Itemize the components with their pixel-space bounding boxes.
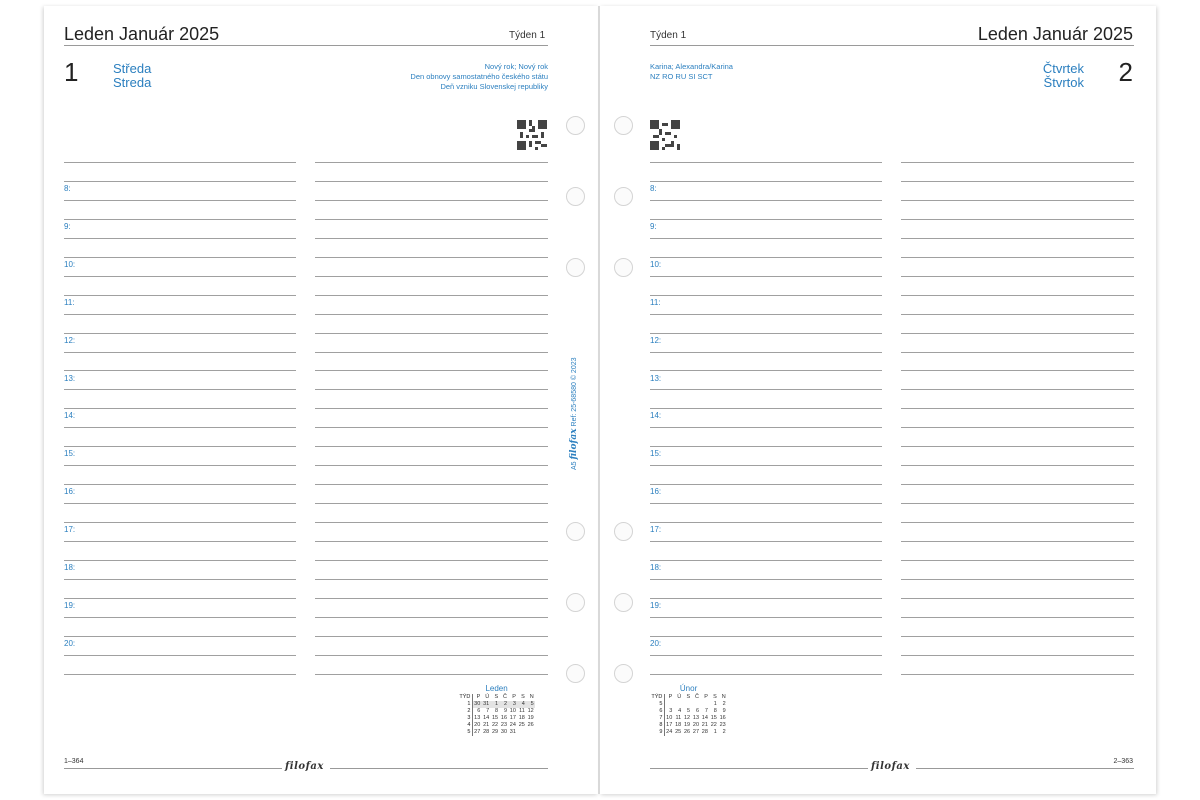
right-ruled-line: [901, 200, 1134, 201]
right-ruled-line: [901, 370, 1134, 371]
calendar-header-cell: N: [721, 694, 726, 700]
calendar-day-cell: 18: [518, 715, 525, 721]
left-ruled-line: [315, 598, 548, 599]
calendar-day-cell: 23: [500, 722, 508, 728]
right-qr-code: [650, 120, 680, 150]
right-header-rule: [650, 45, 1134, 46]
calendar-day-cell: 2: [722, 729, 726, 735]
calendar-header-cell: TÝD: [651, 694, 663, 700]
right-ruled-line: [901, 560, 1134, 561]
right-ruled-line: [650, 579, 882, 580]
calendar-day-cell: [692, 701, 701, 708]
calendar-day-cell: 13: [474, 715, 481, 721]
calendar-week-number: 3: [458, 715, 472, 722]
right-ruled-line: [650, 389, 882, 390]
right-hour-label: 15:: [650, 449, 662, 458]
left-hour-label: 17:: [64, 525, 76, 534]
left-month-title: Leden Január 2025: [64, 24, 220, 44]
reference-code: Ref: 25-68580 © 2023: [571, 357, 578, 427]
right-ruled-line: [901, 181, 1134, 182]
right-ruled-line: [650, 541, 882, 542]
right-ruled-line: [650, 484, 882, 485]
calendar-week-row: [650, 708, 727, 715]
left-hour-label: 15:: [64, 449, 76, 458]
calendar-day-cell: 1: [713, 729, 717, 735]
left-ruled-line: [64, 541, 296, 542]
right-hour-label: 10:: [650, 260, 662, 269]
calendar-day-cell: 20: [474, 722, 481, 728]
left-ruled-line: [64, 617, 296, 618]
right-ruled-line: [650, 295, 882, 296]
calendar-day-cell: [664, 701, 673, 708]
calendar-header-cell: Ú: [485, 694, 490, 700]
right-ruled-line: [650, 598, 882, 599]
left-ruled-line: [315, 352, 548, 353]
calendar-day-cell: 20: [692, 722, 700, 728]
calendar-day-cell: 8: [495, 708, 499, 714]
right-name-days: Karina; Alexandra/Karina: [650, 62, 733, 71]
left-day-number: 1: [64, 57, 79, 87]
calendar-week-row: [650, 722, 727, 729]
left-ruled-line: [315, 541, 548, 542]
calendar-day-cell: 30: [474, 701, 481, 707]
calendar-day-cell: 2: [500, 701, 509, 708]
right-footer-rule: [916, 768, 1134, 769]
right-ruled-line: [901, 522, 1134, 523]
left-brand-logo: filofax: [285, 761, 324, 772]
calendar-week-number: 5: [458, 729, 472, 736]
left-ruled-line: [315, 408, 548, 409]
left-ruled-line: [64, 446, 296, 447]
left-ruled-line: [64, 276, 296, 277]
left-page: [44, 6, 598, 794]
left-ruled-line: [64, 162, 296, 163]
right-ruled-line: [650, 219, 882, 220]
calendar-week-number: 6: [650, 708, 664, 715]
left-ruled-line: [315, 181, 548, 182]
calendar-day-cell: 11: [675, 715, 682, 721]
left-ruled-line: [315, 522, 548, 523]
calendar-header-cell: N: [529, 694, 534, 700]
right-page: [600, 6, 1156, 794]
right-ruled-line: [650, 200, 882, 201]
left-ruled-line: [64, 522, 296, 523]
right-hour-label: 19:: [650, 601, 662, 610]
left-holiday-1: Nový rok; Nový rok: [484, 62, 548, 71]
left-ruled-line: [64, 427, 296, 428]
right-month-title: Leden Január 2025: [977, 24, 1133, 44]
calendar-day-cell: 21: [483, 722, 490, 728]
right-ruled-line: [901, 579, 1134, 580]
calendar-day-cell: 10: [666, 715, 673, 721]
calendar-day-cell: 24: [509, 722, 516, 728]
calendar-week-row: [650, 729, 727, 736]
calendar-day-cell: 1: [713, 701, 717, 707]
right-ruled-line: [650, 522, 882, 523]
calendar-week-row: [458, 722, 535, 729]
right-ruled-line: [901, 465, 1134, 466]
right-hour-label: 14:: [650, 411, 662, 420]
left-hour-label: 13:: [64, 374, 76, 383]
calendar-day-cell: 11: [519, 708, 525, 714]
binder-hole: [614, 522, 633, 541]
calendar-day-cell: 10: [509, 708, 516, 714]
binder-hole: [614, 116, 633, 135]
calendar-day-cell: 28: [483, 729, 490, 735]
calendar-day-cell: 9: [722, 708, 726, 714]
right-hour-label: 18:: [650, 563, 662, 572]
calendar-day-cell: 29: [491, 729, 499, 735]
right-ruled-line: [650, 560, 882, 561]
calendar-day-cell: 25: [518, 722, 525, 728]
right-hour-label: 8:: [650, 184, 657, 193]
reference-brand: filofax: [569, 428, 579, 460]
calendar-day-cell: 22: [710, 722, 717, 728]
left-ruled-line: [64, 465, 296, 466]
mini-calendar-table: [650, 694, 727, 736]
calendar-day-cell: 18: [675, 722, 682, 728]
right-hour-label: 13:: [650, 374, 662, 383]
calendar-day-cell: 26: [527, 722, 534, 728]
calendar-header-cell: P: [512, 694, 516, 700]
calendar-header-cell: P: [476, 694, 481, 700]
right-ruled-line: [901, 503, 1134, 504]
left-ruled-line: [315, 617, 548, 618]
calendar-day-cell: 1: [491, 701, 500, 708]
calendar-day-cell: 7: [486, 708, 490, 714]
right-footer-rule: [650, 768, 868, 769]
calendar-day-cell: 3: [508, 701, 517, 708]
left-footer-rule: [64, 768, 282, 769]
binder-hole: [614, 258, 633, 277]
calendar-day-cell: 23: [719, 722, 726, 728]
right-ruled-line: [901, 333, 1134, 334]
calendar-header-cell: TÝD: [459, 694, 471, 700]
mini-calendar-unor: [650, 684, 727, 736]
left-ruled-line: [315, 276, 548, 277]
mini-calendar-table: [458, 694, 535, 736]
right-country-codes: NZ RO RU SI SCT: [650, 72, 713, 81]
left-footer-rule: [330, 768, 548, 769]
left-ruled-line: [315, 503, 548, 504]
calendar-day-cell: 5: [526, 701, 535, 708]
left-ruled-line: [64, 503, 296, 504]
left-hour-label: 20:: [64, 639, 76, 648]
right-hour-label: 16:: [650, 487, 662, 496]
reference-text: [569, 357, 579, 470]
left-ruled-line: [64, 655, 296, 656]
calendar-day-cell: [517, 729, 526, 736]
calendar-day-cell: 16: [500, 715, 508, 721]
calendar-day-cell: 26: [683, 729, 691, 735]
calendar-week-row: [650, 715, 727, 722]
right-ruled-line: [650, 181, 882, 182]
left-hour-label: 16:: [64, 487, 76, 496]
left-ruled-line: [64, 579, 296, 580]
calendar-day-cell: 15: [491, 715, 499, 721]
reference-size: A5: [571, 461, 578, 470]
right-ruled-line: [650, 314, 882, 315]
right-ruled-line: [901, 655, 1134, 656]
right-ruled-line: [901, 484, 1134, 485]
binder-hole: [566, 522, 585, 541]
left-ruled-line: [64, 219, 296, 220]
binder-hole: [566, 187, 585, 206]
calendar-header-cell: P: [668, 694, 673, 700]
left-qr-code: [517, 120, 547, 150]
binder-hole: [566, 593, 585, 612]
right-ruled-line: [901, 314, 1134, 315]
calendar-day-cell: 9: [503, 708, 508, 714]
right-hour-label: 20:: [650, 639, 662, 648]
right-ruled-line: [901, 427, 1134, 428]
right-ruled-line: [901, 598, 1134, 599]
calendar-day-cell: 19: [683, 722, 691, 728]
right-ruled-line: [901, 541, 1134, 542]
calendar-day-cell: 12: [527, 708, 534, 714]
spine: [598, 6, 600, 794]
calendar-header-cell: P: [704, 694, 708, 700]
left-ruled-line: [64, 674, 296, 675]
right-ruled-line: [901, 352, 1134, 353]
left-holiday-3: Deň vzniku Slovenskej republiky: [440, 82, 548, 91]
calendar-week-row: [458, 715, 535, 722]
right-ruled-line: [650, 162, 882, 163]
left-ruled-line: [315, 655, 548, 656]
calendar-header-row: [650, 694, 727, 701]
calendar-day-cell: 17: [509, 715, 516, 721]
left-ruled-line: [64, 200, 296, 201]
left-ruled-line: [315, 219, 548, 220]
calendar-day-cell: 2: [722, 701, 726, 707]
calendar-header-cell: S: [494, 694, 499, 700]
left-hour-label: 12:: [64, 336, 76, 345]
right-ruled-line: [901, 238, 1134, 239]
left-hour-label: 19:: [64, 601, 76, 610]
calendar-day-cell: 8: [713, 708, 717, 714]
calendar-day-cell: 19: [527, 715, 534, 721]
calendar-day-cell: 13: [692, 715, 700, 721]
left-ruled-line: [315, 579, 548, 580]
calendar-day-cell: 7: [704, 708, 708, 714]
left-hour-label: 9:: [64, 222, 71, 231]
right-ruled-line: [650, 617, 882, 618]
left-ruled-line: [315, 314, 548, 315]
right-ruled-line: [650, 446, 882, 447]
calendar-week-number: 7: [650, 715, 664, 722]
calendar-day-cell: [526, 729, 535, 736]
calendar-day-cell: 4: [678, 708, 682, 714]
left-ruled-line: [64, 333, 296, 334]
right-ruled-line: [901, 617, 1134, 618]
right-ruled-line: [901, 162, 1134, 163]
left-ruled-line: [64, 238, 296, 239]
right-brand-logo: filofax: [871, 761, 910, 772]
left-ruled-line: [64, 181, 296, 182]
left-ruled-line: [64, 636, 296, 637]
left-ruled-line: [64, 257, 296, 258]
left-ruled-line: [64, 560, 296, 561]
calendar-header-cell: S: [713, 694, 717, 700]
calendar-day-cell: 25: [675, 729, 682, 735]
left-ruled-line: [315, 200, 548, 201]
right-ruled-line: [650, 465, 882, 466]
left-ruled-line: [64, 484, 296, 485]
calendar-header-cell: Č: [503, 694, 508, 700]
left-week-label: Týden 1: [509, 30, 546, 41]
right-ruled-line: [901, 446, 1134, 447]
right-ruled-line: [650, 370, 882, 371]
calendar-day-cell: 4: [517, 701, 526, 708]
calendar-day-cell: 15: [710, 715, 717, 721]
right-hour-label: 17:: [650, 525, 662, 534]
calendar-day-cell: 16: [719, 715, 726, 721]
right-day-name-sk: Štvrtok: [1043, 75, 1084, 90]
left-ruled-line: [64, 295, 296, 296]
calendar-day-cell: 30: [500, 729, 508, 735]
calendar-day-cell: 22: [491, 722, 499, 728]
calendar-day-cell: 27: [474, 729, 481, 735]
right-day-number: 2: [1118, 57, 1133, 87]
calendar-day-cell: 21: [701, 722, 708, 728]
left-ruled-line: [315, 295, 548, 296]
left-day-name-cz: Středa: [113, 61, 152, 76]
calendar-day-cell: 6: [477, 708, 481, 714]
left-ruled-line: [64, 314, 296, 315]
calendar-week-number: 9: [650, 729, 664, 736]
left-ruled-line: [315, 257, 548, 258]
calendar-week-number: 5: [650, 701, 664, 708]
left-ruled-line: [315, 427, 548, 428]
right-ruled-line: [650, 655, 882, 656]
left-page-number: 1–364: [64, 758, 84, 765]
left-ruled-line: [64, 598, 296, 599]
calendar-day-cell: 3: [669, 708, 673, 714]
left-ruled-line: [315, 333, 548, 334]
right-ruled-line: [901, 257, 1134, 258]
calendar-week-number: 2: [458, 708, 472, 715]
calendar-week-row: [458, 701, 535, 708]
right-ruled-line: [901, 636, 1134, 637]
right-hour-label: 12:: [650, 336, 662, 345]
calendar-week-number: 1: [458, 701, 472, 708]
calendar-header-cell: Č: [695, 694, 700, 700]
left-ruled-line: [315, 389, 548, 390]
calendar-day-cell: [674, 701, 683, 708]
left-ruled-line: [315, 636, 548, 637]
calendar-header-row: [458, 694, 535, 701]
calendar-day-cell: 24: [666, 729, 673, 735]
right-day-name-cz: Čtvrtek: [1042, 61, 1084, 76]
left-hour-label: 18:: [64, 563, 76, 572]
mini-calendar-leden: [458, 684, 535, 736]
left-ruled-line: [315, 370, 548, 371]
left-ruled-line: [315, 238, 548, 239]
right-ruled-line: [901, 389, 1134, 390]
mini-calendar-title: Únor: [679, 684, 698, 693]
right-ruled-line: [901, 276, 1134, 277]
mini-calendar-title: Leden: [485, 684, 508, 693]
binder-hole: [566, 664, 585, 683]
calendar-day-cell: 31: [483, 701, 490, 707]
calendar-header-cell: Ú: [677, 694, 682, 700]
right-ruled-line: [901, 408, 1134, 409]
left-ruled-line: [64, 352, 296, 353]
right-ruled-line: [650, 636, 882, 637]
right-ruled-line: [650, 276, 882, 277]
calendar-day-cell: 17: [666, 722, 673, 728]
calendar-header-cell: S: [521, 694, 525, 700]
calendar-day-cell: [683, 701, 692, 708]
calendar-week-row: [650, 701, 727, 708]
right-ruled-line: [650, 674, 882, 675]
right-ruled-line: [650, 352, 882, 353]
right-ruled-line: [650, 238, 882, 239]
right-ruled-line: [650, 333, 882, 334]
calendar-day-cell: 27: [692, 729, 700, 735]
left-hour-label: 10:: [64, 260, 76, 269]
left-ruled-line: [315, 162, 548, 163]
right-week-label: Týden 1: [650, 30, 687, 41]
calendar-day-cell: 28: [701, 729, 708, 735]
right-ruled-line: [901, 295, 1134, 296]
left-hour-label: 11:: [64, 298, 75, 307]
binder-hole: [614, 664, 633, 683]
left-day-name-sk: Streda: [113, 75, 152, 90]
right-ruled-line: [650, 503, 882, 504]
right-ruled-line: [901, 674, 1134, 675]
left-ruled-line: [315, 465, 548, 466]
calendar-week-number: 4: [458, 722, 472, 729]
left-ruled-line: [315, 674, 548, 675]
calendar-week-row: [458, 708, 535, 715]
left-ruled-line: [64, 389, 296, 390]
right-hour-label: 9:: [650, 222, 657, 231]
right-ruled-line: [650, 427, 882, 428]
calendar-week-number: 8: [650, 722, 664, 729]
left-header-rule: [64, 45, 548, 46]
left-hour-label: 8:: [64, 184, 71, 193]
calendar-day-cell: 14: [701, 715, 708, 721]
calendar-week-row: [458, 729, 535, 736]
right-ruled-line: [901, 219, 1134, 220]
left-holiday-2: Den obnovy samostatného českého státu: [410, 72, 548, 81]
binder-hole: [566, 258, 585, 277]
calendar-day-cell: [700, 701, 709, 708]
left-ruled-line: [64, 408, 296, 409]
binder-hole: [566, 116, 585, 135]
left-ruled-line: [315, 446, 548, 447]
calendar-day-cell: 31: [509, 729, 516, 735]
calendar-day-cell: 14: [483, 715, 490, 721]
calendar-day-cell: 6: [695, 708, 700, 714]
left-hour-label: 14:: [64, 411, 76, 420]
left-ruled-line: [64, 370, 296, 371]
right-ruled-line: [650, 408, 882, 409]
left-ruled-line: [315, 484, 548, 485]
calendar-day-cell: 5: [687, 708, 691, 714]
calendar-day-cell: 12: [683, 715, 691, 721]
left-ruled-line: [315, 560, 548, 561]
binder-hole: [614, 187, 633, 206]
calendar-header-cell: S: [686, 694, 691, 700]
right-ruled-line: [650, 257, 882, 258]
binder-hole: [614, 593, 633, 612]
right-page-number: 2–363: [1113, 758, 1133, 765]
right-hour-label: 11:: [650, 298, 661, 307]
